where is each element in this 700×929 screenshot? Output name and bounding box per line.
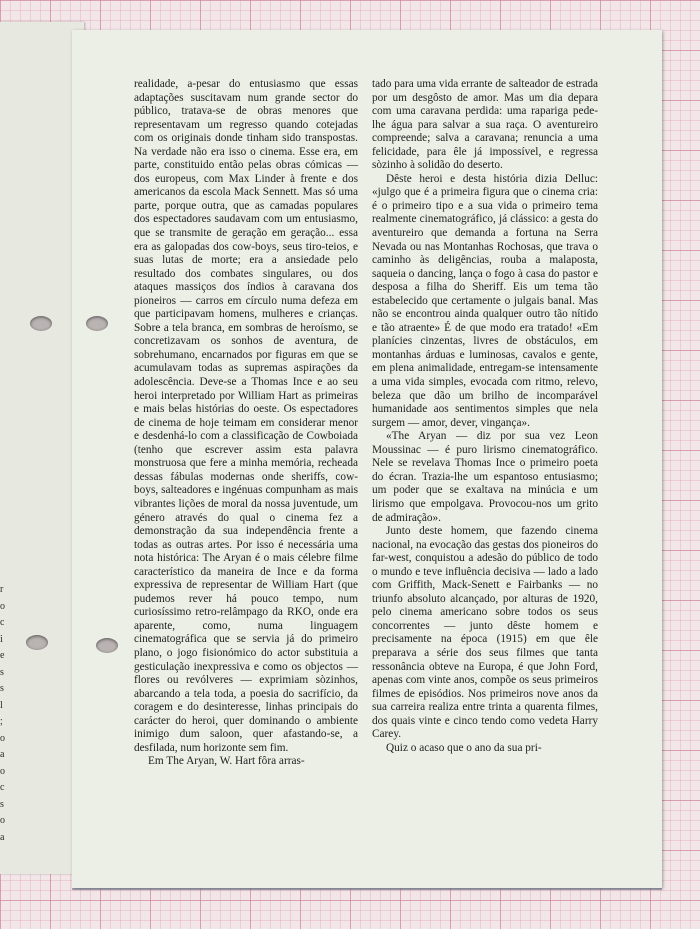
edge-letter: o: [0, 815, 5, 826]
edge-letter: e: [0, 650, 5, 661]
punch-hole: [30, 316, 52, 331]
edge-letter: i: [0, 633, 3, 645]
edge-letter: ;: [0, 716, 3, 727]
punch-hole: [26, 635, 48, 650]
paragraph: realidade, a-pesar do entusiasmo que essas adaptações suscitavam num grande sector do público, tratava-se de obras menores que representavam um regresso quando cotejadas com os originais donde tinham sido transpostas. Na verdade não era isso o cinema. Esse era, em parte, constituido então pelas obras cómicas — dos europeus, com Max Linder à frente e dos americanos da escola Mack Sennett. Mas só uma parte, porque outra, que as camadas populares dos espectadores saudavam com um entusiasmo, que se transmite de geração em geração... essa era as galopadas dos cow-boys, seus tiro-teios, e suas lutas de morte; era a ansiedade pelo resultado dos combates singulares, ou dos ataques massiços dos índios à caravana dos pioneiros — carros em círculo numa defeza em que participavam homens, mulheres e crianças. Sobre a tela branca, em sombras de heroísmo, se concretizavam os sonhos de aventura, de sobrehumano, encarnados por figuras em que se acumulavam todas as supremas aspirações da adolescência. Deve-se a Thomas Ince e ao seu heroi interpretado por William Hart as primeiras e mais belas histórias do oeste. Os espectadores de cinema de hoje teimam em considerar menor e desdenhá-lo com a classificação de Cowboiada (tenho que escrever assim esta palavra monstruosa que fere a minha memória, recheada dessas fábulas modernas onde sheriffs, cow-boys, salteadores e ingénuas compunham as mais vibrantes lições de moral da nossa juventude, um género através do qual o cinema fez a demonstração da sua independência frente a todas as outras artes. Por isso é necessária uma nota histórica: The Aryan é o mais célebre filme característico da maneira de Ince e da forma expressiva de representar de William Hart (que pudemos rever há pouco tempo, num curiosíssimo retro-relâmpago da RKO, onde era aparente, como, numa linguagem cinematográfica que se servia já do primeiro plano, o jogo fisionómico do actor substituia a gesticulação inexpressiva e como os objectos — flores ou revólveres — exprimiam sòzinhos, abarcando a tela toda, a poesia do sacrifício, da coragem e do desinteresse, linhas principais do carácter do heroi, quer dominando o ambiente inimigo dum saloon, quer afastando-se, a desfilada, num horizonte sem fim.: [134, 78, 358, 754]
paragraph: Dêste heroi e desta história dizia Delluc: «julgo que é a primeira figura que o cinema cria: é o primeiro tipo e a sua vida o primeiro tema realmente cinematográfico, já clássico: a gesta do aventureiro que demanda a fortuna na Serra Nevada ou nas Montanhas Rochosas, que trava o caminho às deligências, rouba a malaposta, saqueia o dancing, lança o fogo à casa do pastor e desposa a filha do Sheriff. Eis um tema tão estabelecido que certamente o julgais banal. Mas não se encontrou ainda qualquer outro tão nítido e tão atraente» É de que modo era tratado! «Em planícies cinzentas, livres de obstáculos, em montanhas árduas e luminosas, cavalos e gente, em plena animalidade, entregam-se intensamente a uma vida simples, evocada com ritmo, relevo, beleza que dão um brilho de incomparável humanidade aos sentimentos simples que nela surgem — amor, dever, vingança».: [372, 172, 598, 429]
paragraph: «The Aryan — diz por sua vez Leon Moussinac — é puro lirismo cinematográfico. Nele se revelava Thomas Ince o primeiro poeta do écran. Trazia-lhe um espantoso entusiasmo; um poder que se exaltava na minúcia e um lirismo que empolgava. Provocou-nos um grito de admiração».: [372, 430, 598, 524]
edge-letter: o: [0, 600, 5, 612]
punch-hole: [86, 316, 108, 331]
paragraph: Junto deste homem, que fazendo cinema nacional, na evocação das gestas dos pioneiros do far-west, conquistou a adesão do público de todo o mundo e teve influência decisiva — lado a lado com Griffith, Mack-Senett e Fairbanks — no triunfo absoluto alcançado, por alturas de 1920, pelo cinema americano sobre todos os seus concorrentes — junto dêste homem e precisamente na época (1915) em que êle preparava a série dos seus filmes que tanta ressonância obteve na Europa, é que John Ford, apenas com vinte anos, compõe os seus primeiros filmes de episódios. Nos primeiros nove anos da sua carreira realiza entre trinta a quarenta filmes, dos quais vinte e cinco tendo como vedeta Harry Carey.: [372, 525, 598, 741]
punch-hole: [96, 638, 118, 653]
edge-letter: s: [0, 666, 4, 678]
edge-letter: r: [0, 584, 4, 595]
edge-letter: l: [0, 699, 3, 711]
edge-letter: c: [0, 617, 5, 628]
paragraph: tado para uma vida errante de salteador de estrada por um desgôsto de amor. Mas um dia depara com uma caravana perdida: uma rapariga pede-lhe água para salvar a sua raça. O aventureiro compreende; salva a caravana; renuncia a uma felicidade, para êle já impossível, e regressa sòzinho à solidão do deserto.: [372, 78, 598, 172]
edge-letter: c: [0, 782, 5, 793]
paragraph: Em The Aryan, W. Hart fôra arras-: [148, 755, 305, 768]
edge-letter: s: [0, 683, 4, 694]
right-column: [372, 78, 598, 755]
edge-letter: a: [0, 831, 5, 843]
back-page-edge-letters: [0, 582, 12, 846]
paragraph: Quiz o acaso que o ano da sua pri-: [386, 741, 542, 754]
edge-letter: o: [0, 765, 5, 777]
edge-letter: s: [0, 798, 4, 810]
document-page: [72, 30, 662, 888]
left-column: [134, 78, 358, 769]
edge-letter: a: [0, 749, 5, 760]
edge-letter: o: [0, 732, 5, 744]
